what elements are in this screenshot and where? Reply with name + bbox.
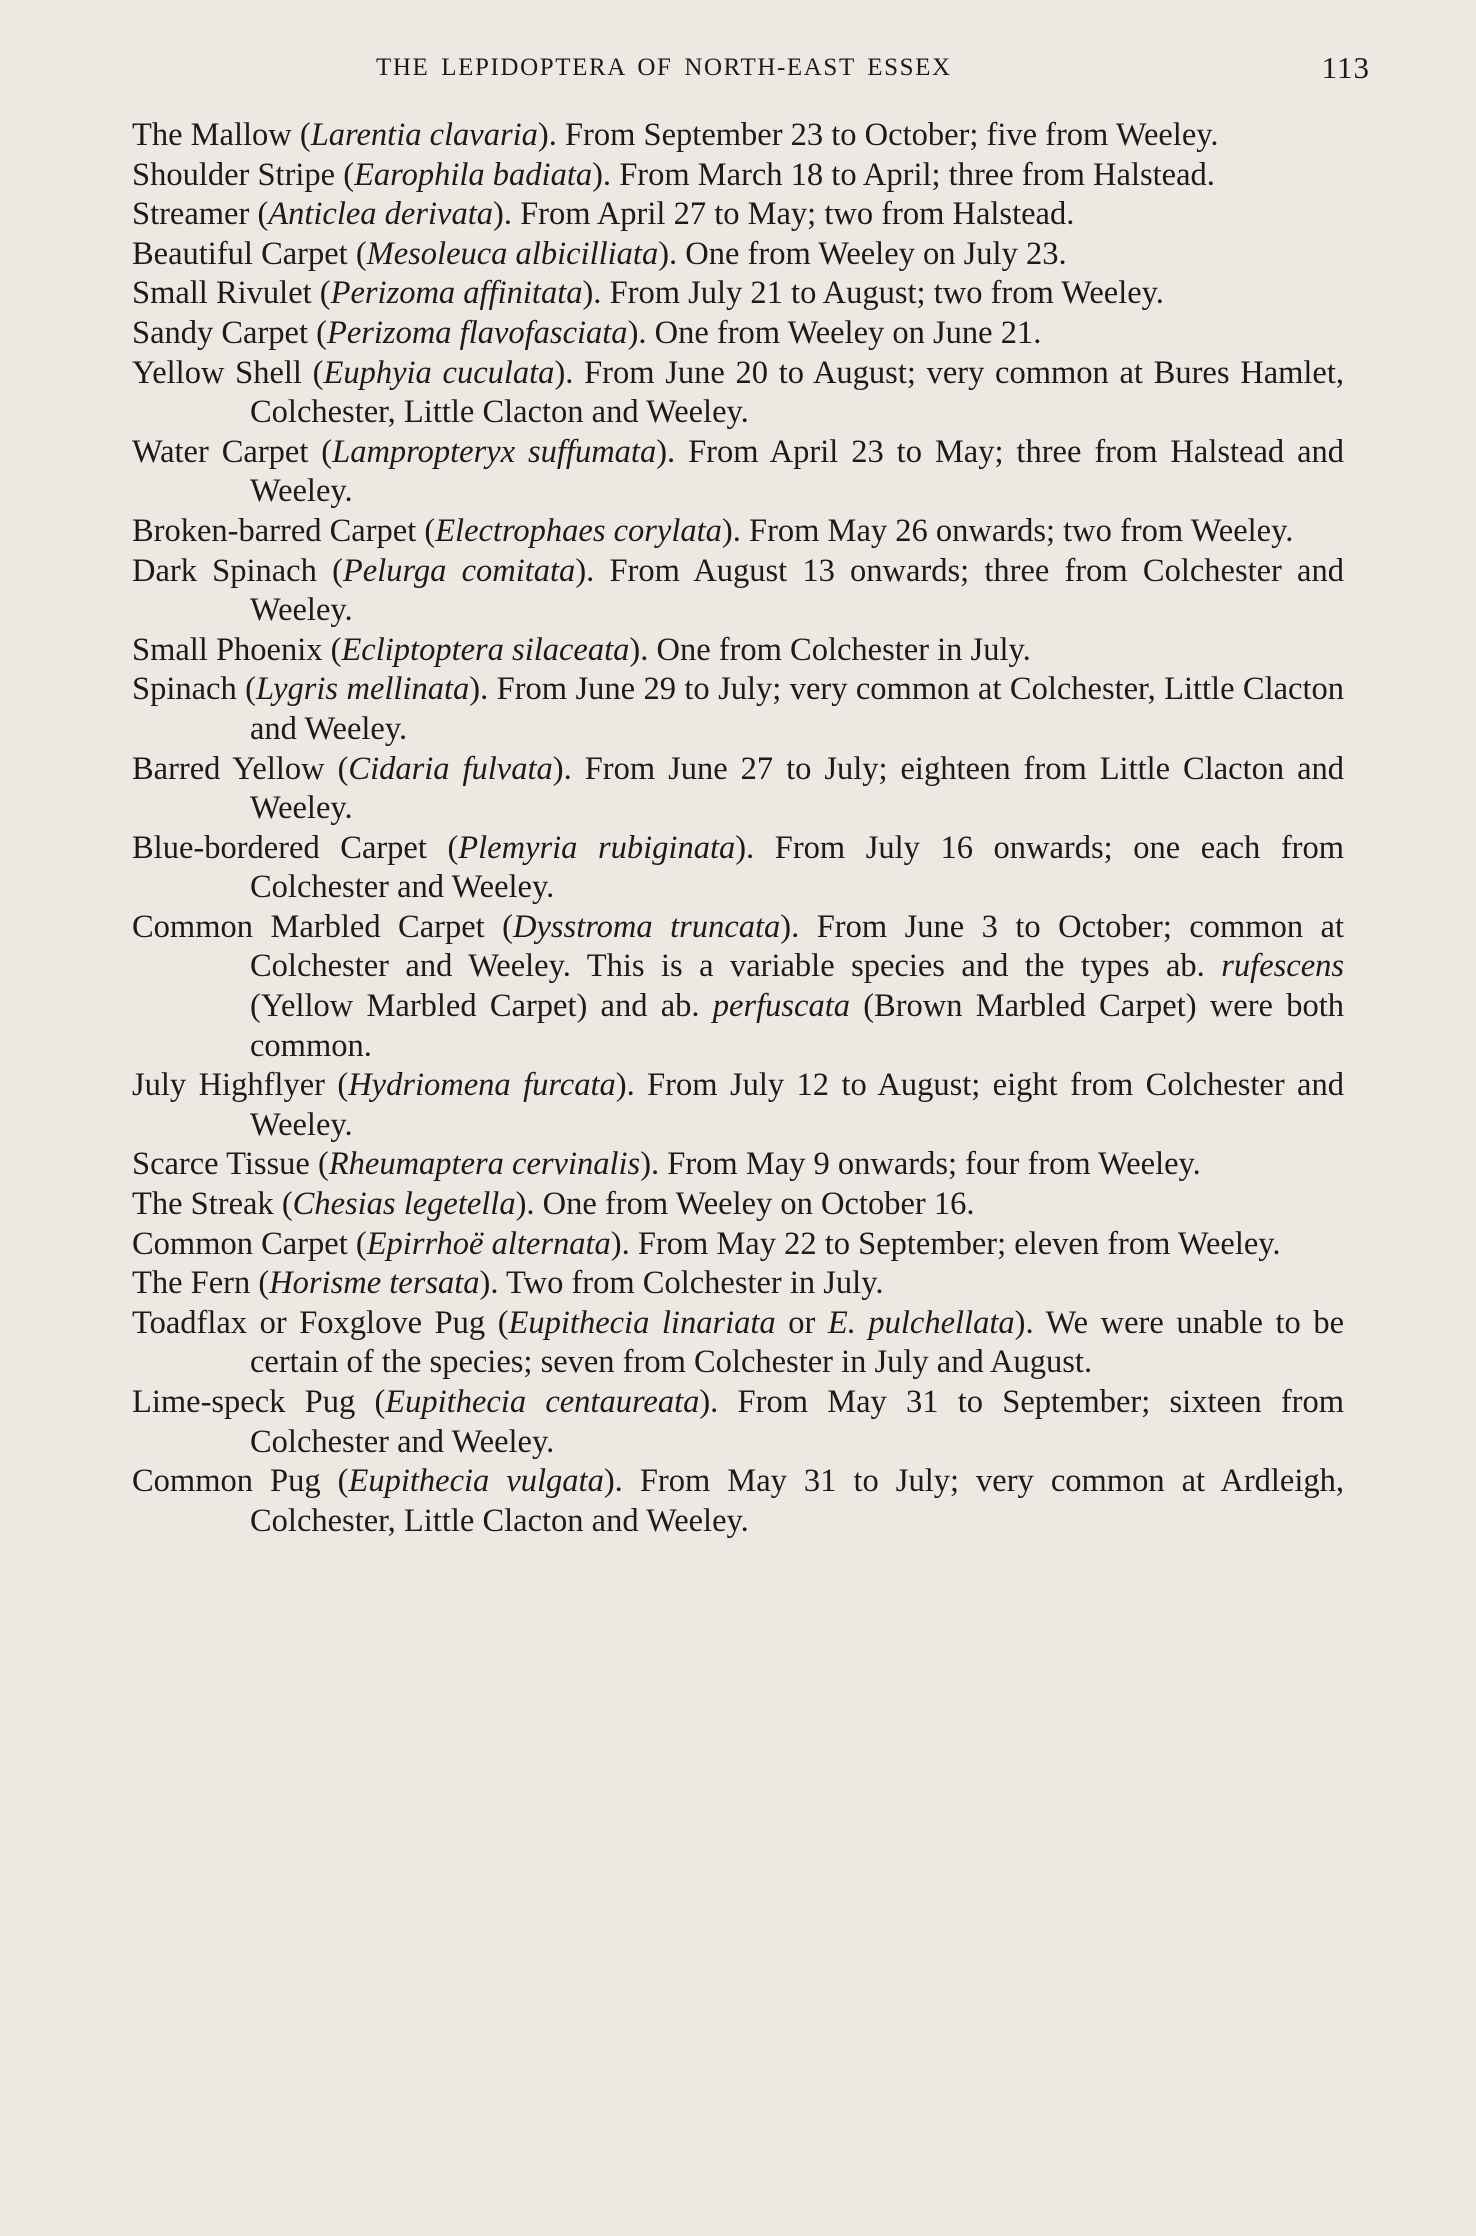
scientific-name: E. pulchellata — [827, 1304, 1015, 1341]
species-entry: Streamer (Anticlea derivata). From April 27 to May; two from Halstead. — [132, 196, 1075, 233]
entry-text: From April 23 to May; three from Halstead and Weeley. — [250, 433, 1345, 510]
species-entry: Scarce Tissue (Rheumaptera cervinalis). From May 9 onwards; four from Weeley. — [132, 1146, 1201, 1183]
scientific-name: Lygris mellinata — [255, 671, 470, 708]
entry-text: One from Colchester in July. — [656, 631, 1031, 668]
common-name: Broken-barred Carpet — [132, 512, 417, 549]
entry-text: From August 13 onwards; three from Colchester and Weeley. — [250, 552, 1344, 629]
scientific-name: Perizoma flavofasciata — [326, 314, 628, 351]
scientific-name: Eupithecia vulgata — [348, 1463, 604, 1500]
common-name: Small Rivulet — [132, 275, 312, 312]
page-number: 113 — [1321, 50, 1370, 85]
species-entry: Common Carpet (Epirrhoë alternata). From May 22 to September; eleven from Weeley. — [132, 1225, 1281, 1262]
common-name: Common Pug — [132, 1463, 321, 1500]
scientific-name: Hydriomena furcata — [348, 1067, 616, 1104]
scientific-name: Lampropteryx suffumata — [332, 433, 657, 470]
species-entry: Broken-barred Carpet (Electrophaes corylata). From May 26 onwards; two from Weeley. — [132, 512, 1294, 549]
common-name: Sandy Carpet — [132, 314, 309, 351]
entry-text: From June 20 to August; very common at Bures Hamlet, Colchester, Little Clacton and Weeley. — [250, 354, 1345, 431]
scientific-name: Rheumaptera cervinalis — [328, 1146, 641, 1183]
running-head — [130, 50, 1370, 94]
scientific-name: Ecliptoptera silaceata — [341, 631, 630, 668]
species-entry: Blue-bordered Carpet (Plemyria rubiginata). From July 16 onwards; one each from Colchester and Weeley. — [132, 829, 1344, 906]
entry-text: From September 23 to October; five from Weeley. — [564, 117, 1219, 153]
common-name: Scarce Tissue — [132, 1146, 310, 1183]
entry-text: From June 29 to July; very common at Colchester, Little Clacton and Weeley. — [250, 671, 1345, 747]
species-entry: July Highflyer (Hydriomena furcata). From July 12 to August; eight from Colchester and Weeley. — [132, 1067, 1344, 1143]
scientific-name: Electrophaes corylata — [435, 512, 722, 549]
scientific-name: Earophila badiata — [354, 156, 593, 193]
scientific-name: Anticlea derivata — [268, 196, 493, 233]
common-name: Yellow Shell — [132, 354, 302, 391]
common-name: Shoulder Stripe — [132, 156, 336, 193]
species-entry: Sandy Carpet (Perizoma flavofasciata). One from Weeley on June 21. — [132, 314, 1042, 351]
common-name: Toadflax or Foxglove Pug — [132, 1304, 486, 1341]
aberration-name: rufescens — [1221, 948, 1345, 985]
scientific-name: Perizoma affinitata — [330, 275, 583, 312]
species-entry: Small Phoenix (Ecliptoptera silaceata). One from Colchester in July. — [132, 631, 1031, 668]
common-name: Common Carpet — [132, 1225, 348, 1262]
common-name: Streamer — [132, 196, 250, 233]
common-name: The Mallow — [132, 117, 292, 153]
scientific-name: Eupithecia linariata — [508, 1304, 776, 1341]
entry-text: From May 31 to September; sixteen from Colchester and Weeley. — [250, 1384, 1344, 1460]
scientific-name: Euphyia cuculata — [323, 354, 555, 391]
common-name: Barred Yellow — [132, 750, 325, 787]
entry-text: From July 16 onwards; one each from Colchester and Weeley. — [250, 829, 1344, 906]
scientific-name: Eupithecia centaureata — [385, 1384, 700, 1420]
species-entry: Lime-speck Pug (Eupithecia centaureata). From May 31 to September; sixteen from Colchester and Weeley. — [132, 1384, 1344, 1460]
entry-text: From July 12 to August; eight from Colchester and Weeley. — [250, 1067, 1344, 1143]
entry-text: One from Weeley on June 21. — [654, 314, 1042, 351]
common-name: Beautiful Carpet — [132, 235, 348, 272]
scientific-name: Larentia clavaria — [310, 117, 538, 153]
scientific-name: Horisme tersata — [269, 1265, 480, 1302]
species-entry: Dark Spinach (Pelurga comitata). From August 13 onwards; three from Colchester and Weeley. — [132, 552, 1344, 629]
species-entry: Common Marbled Carpet (Dysstroma truncata). From June 3 to October; common at Colchester and Weeley. This is a variable species and the types ab. rufescens (Yellow Marbled Carpet) and ab. perfuscata (Brown Marbled Carpet) were both common. — [132, 908, 1345, 1064]
common-name: Blue-bordered Carpet — [132, 829, 427, 866]
scientific-name: Cidaria fulvata — [348, 750, 553, 787]
entry-text: From June 3 to October; common at Colchester and Weeley. This is a variable species and the types ab. — [250, 908, 1345, 985]
entry-text: (Brown Marbled Carpet) were both common. — [250, 988, 1344, 1064]
species-entry: Yellow Shell (Euphyia cuculata). From June 20 to August; very common at Bures Hamlet, Colchester, Little Clacton and Weeley. — [132, 354, 1345, 431]
aberration-name: perfuscata — [712, 988, 850, 1025]
scientific-name: Plemyria rubiginata — [458, 829, 736, 866]
common-name: Small Phoenix — [132, 631, 323, 668]
entry-text: One from Weeley on October 16. — [542, 1186, 975, 1223]
entry-text: From April 27 to May; two from Halstead. — [520, 196, 1075, 233]
scientific-name: Pelurga comitata — [342, 552, 576, 589]
species-entry: The Fern (Horisme tersata). Two from Colchester in July. — [132, 1265, 884, 1302]
entry-text: Two from Colchester in July. — [506, 1265, 884, 1302]
entry-text: From July 21 to August; two from Weeley. — [609, 275, 1164, 312]
species-entry: Beautiful Carpet (Mesoleuca albicilliata). One from Weeley on July 23. — [132, 235, 1067, 272]
common-name: Water Carpet — [132, 433, 309, 470]
entry-text: From May 22 to September; eleven from Weeley. — [637, 1225, 1281, 1262]
running-title: THE LEPIDOPTERA OF NORTH-EAST ESSEX — [376, 54, 952, 81]
entry-text: One from Weeley on July 23. — [685, 235, 1067, 272]
entry-text: From March 18 to April; three from Halstead. — [619, 156, 1215, 193]
closing-punctuation: ). — [1014, 1304, 1034, 1341]
common-name: Lime-speck Pug — [132, 1384, 356, 1420]
scientific-name: Chesias legetella — [292, 1186, 516, 1223]
scientific-name: Dysstroma truncata — [513, 908, 781, 945]
common-name: Common Marbled Carpet — [132, 908, 485, 945]
common-name: Spinach — [132, 671, 237, 708]
species-entry: Shoulder Stripe (Earophila badiata). From March 18 to April; three from Halstead. — [132, 156, 1215, 193]
common-name: The Streak — [132, 1186, 274, 1223]
species-entry: The Mallow (Larentia clavaria). From September 23 to October; five from Weeley. — [132, 117, 1219, 153]
common-name: Dark Spinach — [132, 552, 317, 589]
species-entry: Small Rivulet (Perizoma affinitata). From July 21 to August; two from Weeley. — [132, 275, 1164, 312]
common-name: July Highflyer — [132, 1067, 325, 1104]
entry-text: From May 31 to July; very common at Ardleigh, Colchester, Little Clacton and Weeley. — [250, 1463, 1344, 1539]
species-entry: Toadflax or Foxglove Pug (Eupithecia linariata or E. pulchellata). We were unable to be certain of the species; seven from Colchester in July and August. — [132, 1304, 1345, 1381]
entry-text: (Yellow Marbled Carpet) and ab. — [250, 988, 700, 1025]
entry-text: From May 26 onwards; two from Weeley. — [749, 512, 1294, 549]
species-list — [132, 116, 1344, 1541]
entry-text: We were unable to be certain of the species; seven from Colchester in July and August. — [250, 1304, 1345, 1381]
species-entry: Water Carpet (Lampropteryx suffumata). From April 23 to May; three from Halstead and Weeley. — [132, 433, 1345, 510]
common-name: The Fern — [132, 1265, 251, 1302]
species-entry: Common Pug (Eupithecia vulgata). From May 31 to July; very common at Ardleigh, Colchester, Little Clacton and Weeley. — [132, 1463, 1344, 1539]
species-entry: Barred Yellow (Cidaria fulvata). From June 27 to July; eighteen from Little Clacton and Weeley. — [132, 750, 1345, 827]
entry-text: From May 9 onwards; four from Weeley. — [667, 1146, 1201, 1183]
scientific-name: Mesoleuca albicilliata — [366, 235, 659, 272]
species-entry: The Streak (Chesias legetella). One from Weeley on October 16. — [132, 1186, 975, 1223]
entry-text: From June 27 to July; eighteen from Little Clacton and Weeley. — [250, 750, 1345, 827]
scientific-name: Epirrhoë alternata — [366, 1225, 611, 1262]
species-entry: Spinach (Lygris mellinata). From June 29 to July; very common at Colchester, Little Clacton and Weeley. — [132, 671, 1345, 747]
conjunction: or — [788, 1304, 816, 1341]
